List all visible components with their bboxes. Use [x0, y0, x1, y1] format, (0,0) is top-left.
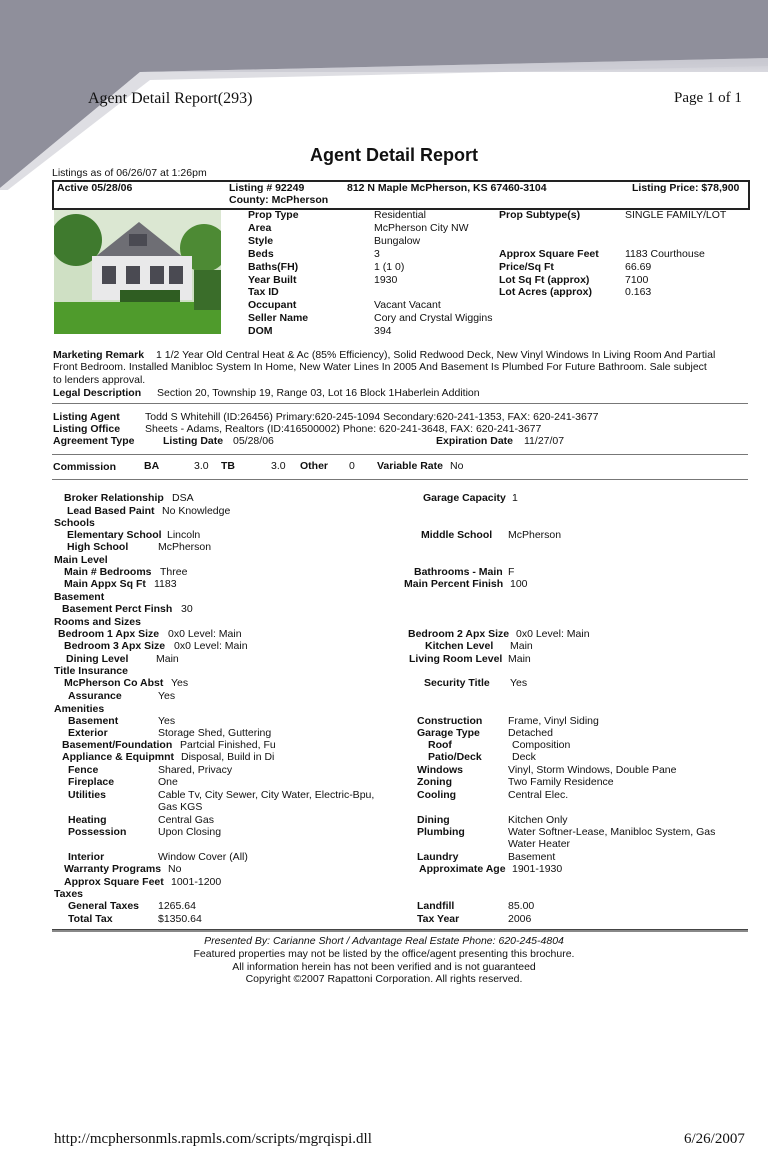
detail-label: High School [67, 541, 129, 553]
prop-label: Lot Sq Ft (approx) [499, 273, 590, 286]
prop-value: Residential [374, 209, 426, 221]
footer-disclaimer: All information herein has not been verified and is not guaranteed [232, 961, 536, 973]
detail-value: Central Elec. [508, 789, 569, 801]
footer-disclaimer: Featured properties may not be listed by the office/agent presenting this brochure. [193, 948, 575, 960]
detail-value: 100 [510, 578, 528, 590]
detail-label: Tax Year [417, 913, 460, 925]
detail-label: Zoning [417, 776, 452, 788]
footer-divider [52, 929, 748, 932]
prop-value: 1930 [374, 273, 398, 286]
detail-label: Approx Square Feet [64, 876, 164, 888]
detail-label: Appliance & Equipmnt [62, 751, 175, 763]
detail-value: Storage Shed, Guttering [158, 727, 272, 739]
legal-description-value: Section 20, Township 19, Range 03, Lot 16 Block 1Haberlein Addition [157, 387, 480, 399]
prop-value: Bungalow [374, 234, 421, 247]
commission-other-value: 0 [349, 460, 355, 472]
detail-value: 0x0 Level: Main [168, 628, 242, 640]
detail-value: 1001-1200 [171, 876, 222, 888]
detail-label: Basement [68, 715, 119, 727]
detail-label: Heating [68, 814, 107, 826]
listing-date-label: Listing Date [163, 435, 224, 447]
listing-office-value: Sheets - Adams, Realtors (ID:416500002) Phone: 620-241-3648, FAX: 620-241-3677 [145, 423, 542, 435]
detail-value: Yes [171, 677, 189, 689]
prop-value: 394 [374, 325, 392, 338]
agreement-type-label: Agreement Type [53, 435, 135, 447]
prop-label: Approx Square Feet [499, 247, 599, 260]
print-footer-date: 6/26/2007 [684, 1131, 745, 1147]
detail-value: 2006 [508, 913, 532, 925]
detail-value: Yes [510, 677, 528, 689]
prop-label: Seller Name [248, 312, 309, 325]
marketing-remark-label: Marketing Remark [53, 349, 145, 361]
prop-label: Area [248, 221, 272, 234]
detail-label: Laundry [417, 851, 459, 863]
commission-tb-value: 3.0 [271, 460, 286, 472]
detail-label: Basement Perct Finsh [62, 603, 173, 615]
detail-label: Garage Capacity [423, 492, 506, 504]
prop-label: Occupant [248, 299, 297, 312]
commission-ba-label: BA [144, 460, 160, 472]
detail-value: Frame, Vinyl Siding [508, 715, 599, 727]
expiration-date-label: Expiration Date [436, 435, 514, 447]
detail-label: Fireplace [68, 776, 115, 788]
detail-label: Bedroom 1 Apx Size [58, 628, 160, 640]
detail-value: 1265.64 [158, 900, 196, 912]
detail-label: General Taxes [68, 900, 140, 912]
listings-as-of: Listings as of 06/26/07 at 1:26pm [52, 167, 207, 179]
detail-label: Bathrooms - Main [414, 566, 503, 578]
detail-value: Central Gas [158, 814, 215, 826]
divider [52, 479, 748, 480]
detail-label: Main # Bedrooms [64, 566, 152, 578]
detail-value: Main [510, 640, 533, 652]
detail-label: Interior [68, 851, 105, 863]
listing-status: Active 05/28/06 [57, 182, 133, 194]
detail-label: Utilities [68, 789, 106, 801]
detail-label: Plumbing [417, 826, 465, 838]
detail-label: Approximate Age [419, 863, 506, 875]
detail-label: McPherson Co Abst [64, 677, 164, 689]
marketing-remark-line: to lenders approval. [53, 374, 146, 386]
detail-value: Two Family Residence [508, 776, 614, 788]
commission-label: Commission [53, 461, 117, 473]
legal-description-label: Legal Description [53, 387, 142, 399]
detail-label: Total Tax [68, 913, 113, 925]
detail-label: Bedroom 2 Apx Size [408, 628, 510, 640]
property-photo [54, 210, 221, 334]
print-footer-url: http://mcphersonmls.rapmls.com/scripts/mgrqispi.dll [54, 1131, 372, 1147]
detail-value: Composition [512, 739, 571, 751]
commission-tb-label: TB [221, 460, 235, 472]
prop-value: SINGLE FAMILY/LOT [625, 209, 727, 221]
detail-label: Exterior [68, 727, 108, 739]
prop-value: McPherson City NW [374, 221, 469, 234]
detail-value: Detached [508, 727, 553, 739]
detail-value: 30 [181, 603, 193, 615]
print-page-label: Page 1 of 1 [674, 90, 742, 106]
divider [52, 403, 748, 404]
detail-value: One [158, 776, 178, 788]
detail-label: Landfill [417, 900, 455, 912]
prop-label: Prop Type [248, 209, 299, 221]
listing-number: Listing # 92249 [229, 182, 305, 194]
prop-value: Cory and Crystal Wiggins [374, 312, 493, 325]
detail-value: DSA [172, 492, 194, 504]
detail-label: Lead Based Paint [67, 505, 155, 517]
detail-value: Three [160, 566, 188, 578]
detail-value: Vinyl, Storm Windows, Double Pane [508, 764, 677, 776]
report-title: Agent Detail Report [310, 145, 479, 165]
detail-value: F [508, 566, 515, 578]
detail-label: Elementary School [67, 529, 162, 541]
listing-price: Listing Price: $78,900 [632, 182, 740, 194]
detail-value: Cable Tv, City Sewer, City Water, Electric-Bpu, [158, 789, 375, 801]
prop-value: 1 (1 0) [374, 260, 405, 273]
detail-label: Rooms and Sizes [54, 616, 141, 628]
detail-value: Upon Closing [158, 826, 222, 838]
detail-value: $1350.64 [158, 913, 202, 925]
detail-value: Window Cover (All) [158, 851, 248, 863]
print-header-title: Agent Detail Report(293) [88, 90, 253, 107]
detail-label: Construction [417, 715, 483, 727]
detail-value: No [168, 863, 182, 875]
detail-label: Taxes [54, 888, 83, 900]
detail-value: Water Softner-Lease, Manibloc System, Gas [508, 826, 716, 838]
detail-label: Bedroom 3 Apx Size [64, 640, 166, 652]
detail-value: McPherson [508, 529, 562, 541]
detail-label: Roof [428, 739, 452, 751]
commission-ba-value: 3.0 [194, 460, 209, 472]
prop-label: Style [248, 234, 274, 247]
listing-county: County: McPherson [229, 194, 329, 206]
detail-label: Cooling [417, 789, 457, 801]
detail-value: Deck [512, 751, 536, 763]
detail-label: Schools [54, 517, 95, 529]
detail-label: Garage Type [417, 727, 480, 739]
detail-value: Partcial Finished, Fu [180, 739, 276, 751]
divider [52, 454, 748, 455]
detail-label: Possession [68, 826, 127, 838]
commission-other-label: Other [300, 460, 329, 472]
prop-label: Year Built [248, 273, 297, 286]
footer-copyright: Copyright ©2007 Rapattoni Corporation. All rights reserved. [245, 973, 523, 985]
listing-office-label: Listing Office [53, 423, 121, 435]
detail-value: Shared, Privacy [158, 764, 233, 776]
detail-value: Main [156, 653, 179, 665]
prop-label: DOM [248, 325, 273, 338]
detail-label: Living Room Level [409, 653, 503, 665]
detail-label: Basement [54, 591, 105, 603]
detail-label: Dining Level [66, 653, 129, 665]
detail-value: 1183 [154, 578, 177, 590]
detail-label: Windows [417, 764, 463, 776]
marketing-remark-line: Front Bedroom. Installed Manibloc System In Home, New Water Lines In 2005 And Basement Is Plumbed For Future Bathroom. Sale subject [53, 361, 707, 373]
detail-label: Dining [417, 814, 450, 826]
marketing-remark-line: 1 1/2 Year Old Central Heat & Ac (85% Efficiency), Solid Redwood Deck, New Vinyl Windows In Living Room And Partial [156, 349, 716, 361]
detail-label: Title Insurance [54, 665, 128, 677]
detail-label: Kitchen Level [425, 640, 494, 652]
detail-value: Water Heater [508, 838, 571, 850]
prop-value: 66.69 [625, 260, 652, 273]
expiration-date-value: 11/27/07 [524, 435, 565, 447]
detail-value: Yes [158, 715, 176, 727]
detail-label: Assurance [68, 690, 122, 702]
prop-value: 3 [374, 247, 380, 260]
detail-label: Warranty Programs [64, 863, 162, 875]
prop-value: 7100 [625, 273, 649, 286]
listing-agent-label: Listing Agent [53, 411, 120, 423]
detail-value: 0x0 Level: Main [516, 628, 590, 640]
detail-value: Yes [158, 690, 176, 702]
prop-value: 0.163 [625, 286, 652, 299]
variable-rate-value: No [450, 460, 464, 472]
detail-label: Fence [68, 764, 99, 776]
prop-label: Tax ID [248, 286, 279, 299]
detail-value: 85.00 [508, 900, 535, 912]
detail-label: Security Title [424, 677, 490, 689]
detail-label: Patio/Deck [428, 751, 482, 763]
detail-value: 1901-1930 [512, 863, 563, 875]
detail-value: Lincoln [167, 529, 201, 541]
prop-label: Baths(FH) [248, 260, 299, 273]
detail-value: McPherson [158, 541, 212, 553]
detail-value: 0x0 Level: Main [174, 640, 248, 652]
detail-label: Amenities [54, 703, 105, 715]
listing-agent-value: Todd S Whitehill (ID:26456) Primary:620-245-1094 Secondary:620-241-1353, FAX: 620-241-3677 [145, 411, 599, 423]
prop-value: Vacant Vacant [374, 299, 441, 312]
detail-label: Main Level [54, 554, 108, 566]
detail-value: Basement [508, 851, 556, 863]
detail-value: No Knowledge [162, 505, 231, 517]
detail-value: 1 [512, 492, 518, 504]
detail-label: Middle School [421, 529, 493, 541]
prop-label: Beds [248, 247, 274, 260]
prop-value: 1183 Courthouse [625, 247, 705, 260]
prop-label: Lot Acres (approx) [499, 286, 592, 299]
listing-date-value: 05/28/06 [233, 435, 274, 447]
detail-label: Main Appx Sq Ft [64, 578, 146, 590]
prop-label: Prop Subtype(s) [499, 209, 581, 221]
detail-value: Gas KGS [158, 801, 203, 813]
detail-value: Disposal, Build in Di [181, 751, 275, 763]
detail-value: Kitchen Only [508, 814, 568, 826]
variable-rate-label: Variable Rate [377, 460, 443, 472]
prop-label: Price/Sq Ft [499, 260, 554, 273]
detail-label: Main Percent Finish [404, 578, 504, 590]
detail-value: Main [508, 653, 531, 665]
presented-by: Presented By: Carianne Short / Advantage Real Estate Phone: 620-245-4804 [204, 935, 564, 947]
listing-address: 812 N Maple McPherson, KS 67460-3104 [347, 182, 547, 194]
detail-label: Broker Relationship [64, 492, 164, 504]
detail-label: Basement/Foundation [62, 739, 173, 751]
